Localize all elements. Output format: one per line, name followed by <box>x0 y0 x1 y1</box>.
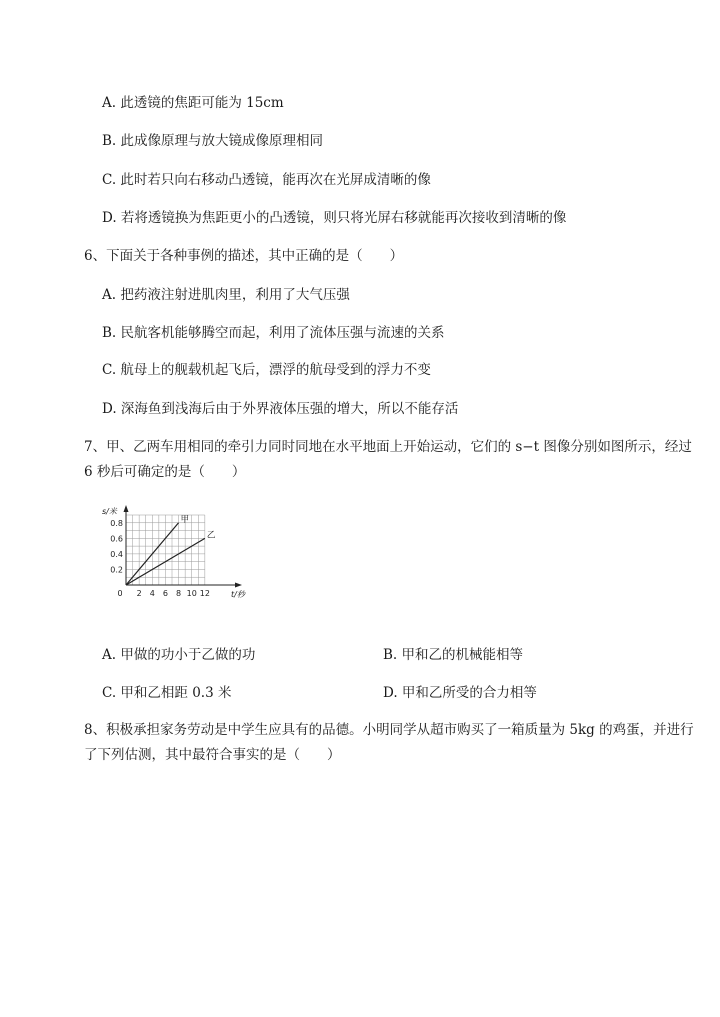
x-axis-arrow <box>235 583 242 588</box>
x-axis-label: t/秒 <box>231 590 245 599</box>
q7-stem-line1: 7、甲、乙两车用相同的牵引力同时同地在水平地面上开始运动，它们的 s−t 图像分别如图所示，经过 <box>84 439 692 455</box>
y-tick-label: 0.6 <box>110 534 123 544</box>
st-graph <box>100 505 245 605</box>
q6-option-a: A. 把药液注射进肌肉里，利用了大气压强 <box>102 287 350 303</box>
q8-stem-line2: 了下列估测，其中最符合事实的是（ ） <box>84 747 341 763</box>
q6-option-c: C. 航母上的舰载机起飞后，漂浮的航母受到的浮力不变 <box>102 362 431 378</box>
st-graph-svg <box>100 505 245 605</box>
y-axis-arrow <box>124 505 129 512</box>
y-tick-label: 0.4 <box>110 549 123 559</box>
series-label-jia: 甲 <box>180 514 190 525</box>
x-tick-label: 12 <box>199 589 210 598</box>
y-tick-label: 0.2 <box>110 565 123 575</box>
x-tick-label: 6 <box>162 589 168 598</box>
q5-option-a: A. 此透镜的焦距可能为 15cm <box>102 95 284 111</box>
q5-option-d: D. 若将透镜换为焦距更小的凸透镜，则只将光屏右移就能再次接收到清晰的像 <box>102 210 567 226</box>
q7-option-d: D. 甲和乙所受的合力相等 <box>383 685 537 701</box>
x-tick-label: 2 <box>136 589 142 598</box>
origin-label: 0 <box>117 589 123 598</box>
q7-option-c: C. 甲和乙相距 0.3 米 <box>102 685 232 701</box>
q7-stem-line2: 6 秒后可确定的是（ ） <box>84 464 246 480</box>
q8-stem-line1: 8、积极承担家务劳动是中学生应具有的品德。小明同学从超市购买了一箱质量为 5kg 的鸡蛋，并进行 <box>84 722 694 738</box>
q6-option-b: B. 民航客机能够腾空而起，利用了流体压强与流速的关系 <box>102 325 445 341</box>
x-tick-label: 8 <box>176 589 182 598</box>
y-tick-label: 0.8 <box>110 518 123 528</box>
q7-option-b: B. 甲和乙的机械能相等 <box>383 647 524 663</box>
q6-stem: 6、下面关于各种事例的描述，其中正确的是（ ） <box>84 248 404 264</box>
q6-option-d: D. 深海鱼到浅海后由于外界液体压强的增大，所以不能存活 <box>102 401 459 417</box>
q7-option-a: A. 甲做的功小于乙做的功 <box>102 647 256 663</box>
q5-option-c: C. 此时若只向右移动凸透镜，能再次在光屏成清晰的像 <box>102 172 431 188</box>
x-tick-label: 4 <box>149 589 155 598</box>
y-axis-label: s/米 <box>102 507 117 516</box>
series-label-yi: 乙 <box>206 530 216 541</box>
q5-option-b: B. 此成像原理与放大镜成像原理相同 <box>102 133 324 149</box>
x-tick-label: 10 <box>186 589 197 598</box>
